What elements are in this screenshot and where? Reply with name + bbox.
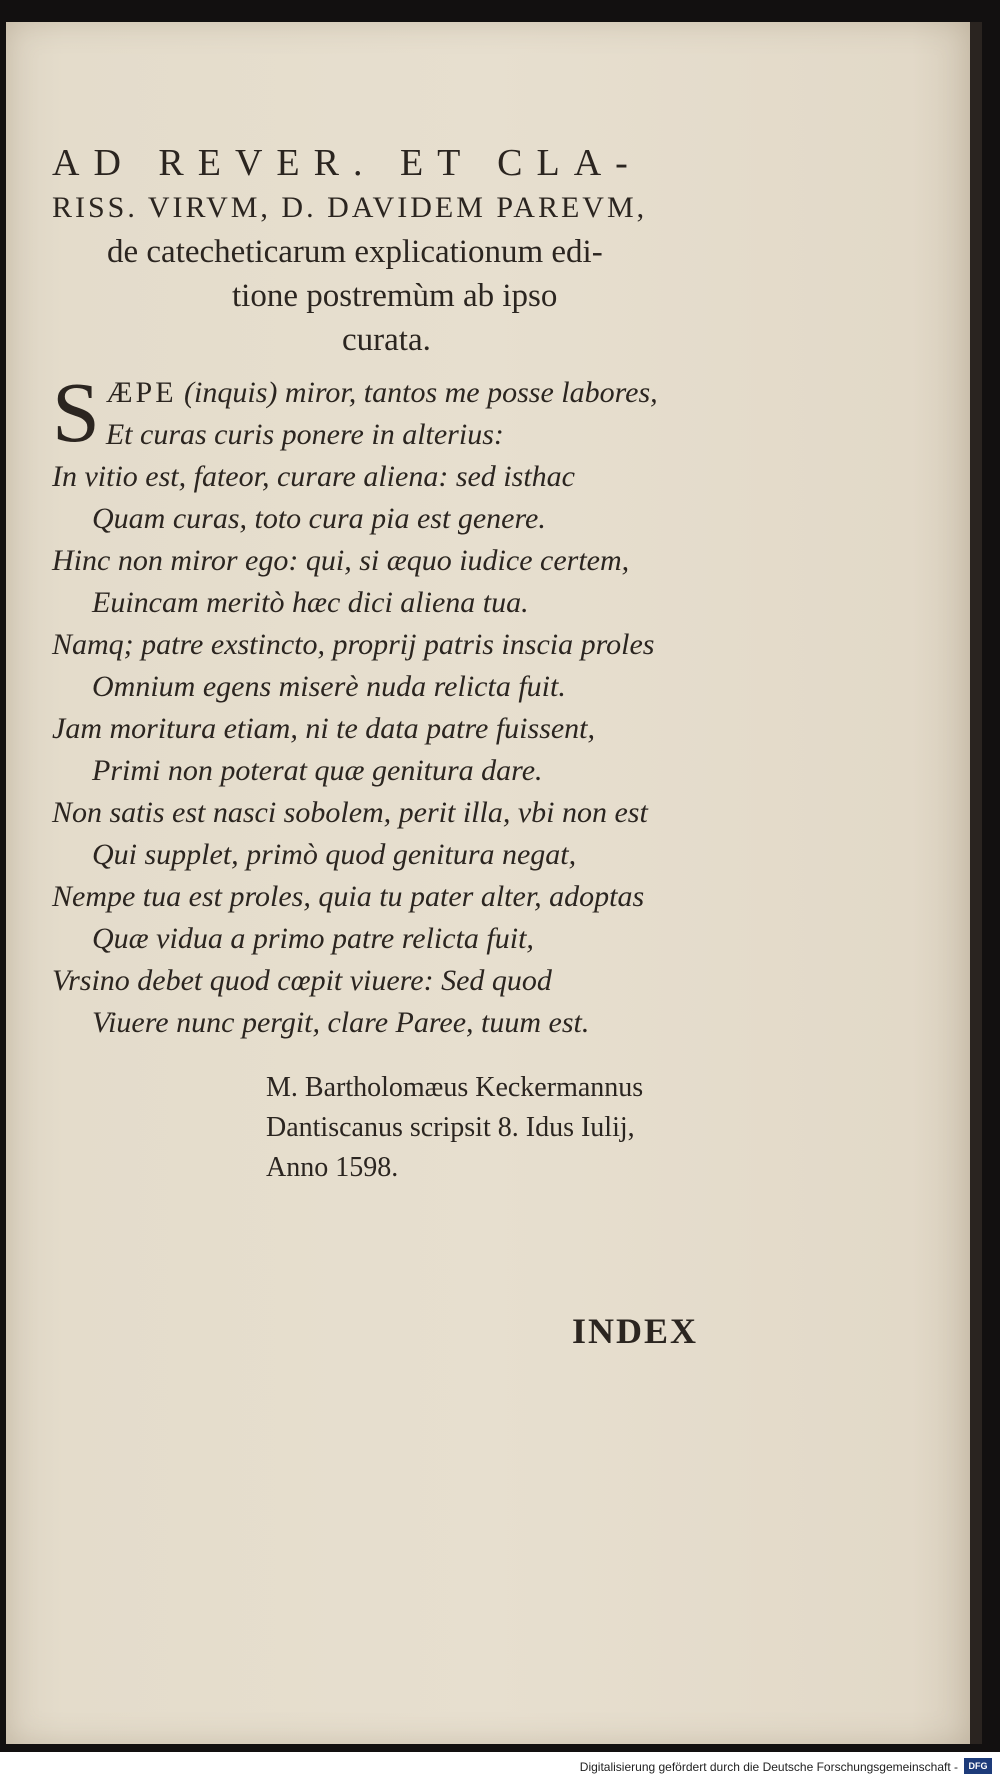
- heading: [52, 140, 742, 362]
- signature-line-3: Anno 1598.: [266, 1152, 399, 1183]
- catchword: INDEX: [572, 1311, 699, 1351]
- heading-line-2: RISS. VIRVM, D. DAVIDEM PAREVM,: [52, 191, 648, 224]
- poem-line: In vitio est, fateor, curare aliena: sed isthac: [52, 460, 575, 493]
- funding-notice: Digitalisierung gefördert durch die Deutsche Forschungsgemeinschaft -: [579, 1760, 958, 1774]
- poem: [52, 364, 752, 1044]
- dfg-logo: DFG: [964, 1758, 992, 1774]
- heading-line-4: tione postremùm ab ipso: [232, 278, 558, 314]
- heading-line-3: de catecheticarum explicationum edi-: [107, 234, 603, 270]
- poem-line: Quam curas, toto cura pia est genere.: [92, 502, 546, 535]
- footer-bar: [0, 1752, 1000, 1783]
- heading-line-5: curata.: [342, 322, 431, 358]
- poem-line: [52, 372, 752, 414]
- heading-line-1: AD REVER. ET CLA-: [52, 142, 642, 184]
- poem-line: Et curas curis ponere in alterius:: [105, 418, 504, 451]
- poem-line: Hinc non miror ego: qui, si æquo iudice certem,: [52, 544, 630, 577]
- poem-line: Omnium egens miserè nuda relicta fuit.: [92, 670, 566, 703]
- first-word-caps: ÆPE: [105, 376, 177, 409]
- poem-line: Qui supplet, primò quod genitura negat,: [92, 838, 577, 871]
- poem-line: Euincam meritò hæc dici aliena tua.: [92, 586, 529, 619]
- signature-line-1: M. Bartholomæus Keckermannus: [266, 1072, 644, 1103]
- drop-cap: S: [52, 364, 100, 460]
- poem-line: Non satis est nasci sobolem, perit illa, vbi non est: [52, 796, 648, 829]
- poem-line: Jam moritura etiam, ni te data patre fuissent,: [52, 712, 596, 745]
- poem-line-text: (inquis) miror, tantos me posse labores,: [184, 376, 658, 409]
- signature: [266, 1068, 736, 1188]
- poem-line: Vrsino debet quod cœpit viuere: Sed quod: [52, 964, 552, 997]
- poem-line: Viuere nunc pergit, clare Paree, tuum est.: [92, 1006, 590, 1039]
- poem-line: Nempe tua est proles, quia tu pater alter, adoptas: [52, 880, 645, 913]
- signature-line-2: Dantiscanus scripsit 8. Idus Iulij,: [266, 1112, 635, 1143]
- poem-line: Quæ vidua a primo patre relicta fuit,: [92, 922, 534, 955]
- poem-line: Namq; patre exstincto, proprij patris inscia proles: [52, 628, 655, 661]
- page-edge: [970, 22, 982, 1744]
- poem-line: Primi non poterat quæ genitura dare.: [92, 754, 543, 787]
